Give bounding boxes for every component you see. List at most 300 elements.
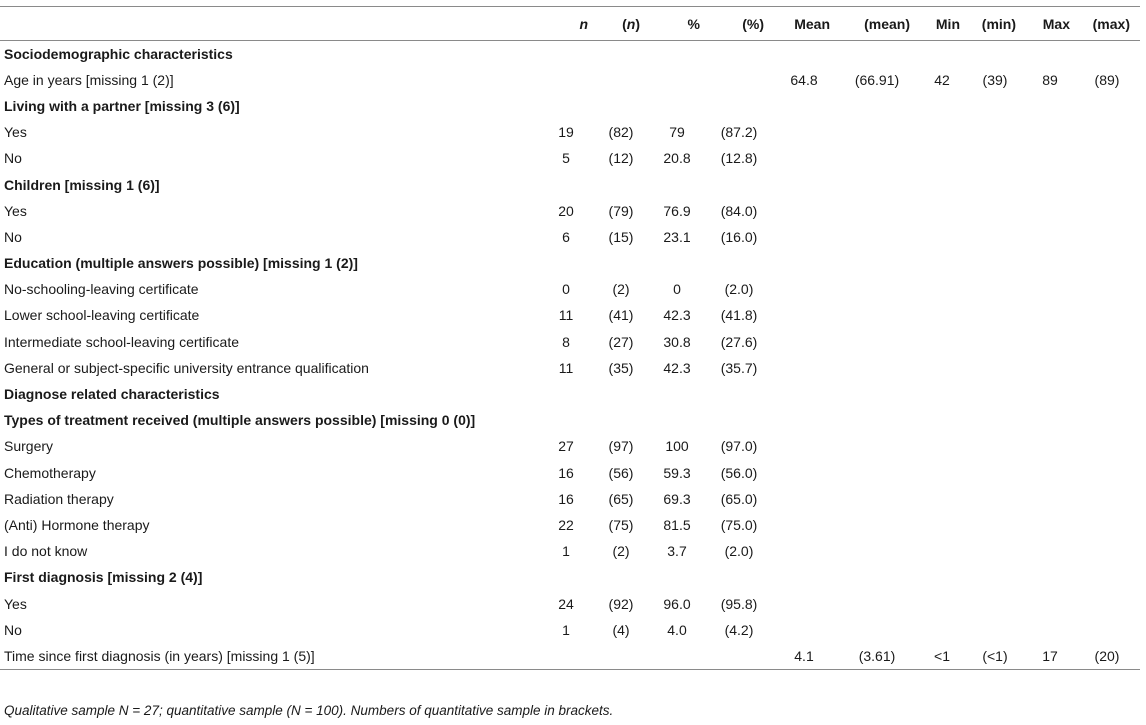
header-pct: % bbox=[650, 7, 710, 41]
n-quant-value bbox=[598, 643, 650, 669]
max-quant-value bbox=[1080, 355, 1140, 381]
mean-value bbox=[774, 538, 840, 564]
mean-quant-value bbox=[840, 250, 920, 276]
max-quant-value bbox=[1080, 41, 1140, 67]
n-quant-value bbox=[598, 93, 650, 119]
n-quant-value bbox=[598, 250, 650, 276]
row-label: No bbox=[4, 621, 22, 638]
max-quant-value bbox=[1080, 433, 1140, 459]
table-row bbox=[0, 538, 1140, 564]
mean-quant-value bbox=[840, 407, 920, 433]
mean-quant-value: (66.91) bbox=[854, 71, 900, 88]
n-value: 22 bbox=[558, 516, 574, 533]
section-row bbox=[0, 250, 1140, 276]
pct-quant-value: (56.0) bbox=[720, 464, 758, 481]
header-mean: Mean bbox=[774, 7, 840, 41]
mean-quant-value bbox=[840, 460, 920, 486]
max-quant-value bbox=[1080, 119, 1140, 145]
n-value: 19 bbox=[558, 124, 574, 141]
min-quant-value bbox=[970, 590, 1026, 616]
n-value bbox=[540, 41, 598, 67]
max-quant-value bbox=[1080, 276, 1140, 302]
pct-quant-value: (97.0) bbox=[720, 438, 758, 455]
min-value bbox=[920, 564, 970, 590]
pct-value: 79 bbox=[669, 124, 685, 141]
max-quant-value bbox=[1080, 381, 1140, 407]
header-n: n bbox=[540, 7, 598, 41]
min-quant-value bbox=[970, 119, 1026, 145]
max-quant-value bbox=[1080, 93, 1140, 119]
max-value bbox=[1026, 250, 1080, 276]
n-quant-value bbox=[598, 564, 650, 590]
max-value bbox=[1026, 329, 1080, 355]
pct-quant-value: (12.8) bbox=[720, 150, 758, 167]
min-value bbox=[920, 41, 970, 67]
mean-quant-value bbox=[840, 224, 920, 250]
row-label: Sociodemographic characteristics bbox=[4, 45, 233, 62]
table-row bbox=[0, 486, 1140, 512]
n-value: 6 bbox=[562, 228, 570, 245]
mean-quant-value bbox=[840, 145, 920, 171]
n-quant-value: (2) bbox=[612, 281, 630, 298]
min-quant-value bbox=[970, 224, 1026, 250]
pct-quant-value bbox=[710, 643, 774, 669]
max-value bbox=[1026, 512, 1080, 538]
mean-value bbox=[774, 381, 840, 407]
header-min-quant: (min) bbox=[970, 7, 1026, 41]
pct-value: 76.9 bbox=[663, 202, 691, 219]
n-quant-value bbox=[598, 381, 650, 407]
min-value bbox=[920, 512, 970, 538]
table-row bbox=[0, 329, 1140, 355]
max-quant-value bbox=[1080, 486, 1140, 512]
mean-quant-value bbox=[840, 198, 920, 224]
mean-quant-value bbox=[840, 617, 920, 643]
n-quant-value: (82) bbox=[608, 124, 634, 141]
pct-value: 42.3 bbox=[663, 307, 691, 324]
max-value bbox=[1026, 145, 1080, 171]
n-value: 5 bbox=[562, 150, 570, 167]
mean-value bbox=[774, 329, 840, 355]
min-value bbox=[920, 224, 970, 250]
max-value bbox=[1026, 302, 1080, 328]
min-quant-value: (<1) bbox=[970, 643, 1026, 669]
section-row bbox=[0, 93, 1140, 119]
min-quant-value bbox=[970, 617, 1026, 643]
n-value: 11 bbox=[558, 307, 574, 324]
mean-quant-value bbox=[840, 276, 920, 302]
row-label: Living with a partner [missing 3 (6)] bbox=[4, 97, 240, 114]
n-value: 24 bbox=[558, 595, 574, 612]
min-quant-value bbox=[970, 93, 1026, 119]
n-value bbox=[540, 407, 598, 433]
max-quant-value bbox=[1080, 617, 1140, 643]
n-quant-value: (12) bbox=[608, 150, 634, 167]
min-value bbox=[920, 198, 970, 224]
table-row bbox=[0, 198, 1140, 224]
mean-quant-value bbox=[840, 512, 920, 538]
row-label: Lower school-leaving certificate bbox=[4, 307, 200, 324]
table-row bbox=[0, 590, 1140, 616]
pct-value bbox=[650, 171, 710, 197]
pct-value bbox=[650, 643, 710, 669]
min-quant-value bbox=[970, 145, 1026, 171]
section-row bbox=[0, 407, 1140, 433]
max-quant-value bbox=[1080, 512, 1140, 538]
row-label: Diagnose related characteristics bbox=[4, 386, 220, 403]
table-row bbox=[0, 302, 1140, 328]
min-value bbox=[920, 460, 970, 486]
min-quant-value bbox=[970, 407, 1026, 433]
mean-value bbox=[774, 617, 840, 643]
n-quant-value: (41) bbox=[608, 307, 634, 324]
max-quant-value: (89) bbox=[1094, 71, 1120, 88]
n-value: 16 bbox=[558, 464, 574, 481]
max-quant-value bbox=[1080, 302, 1140, 328]
mean-value: 4.1 bbox=[774, 643, 840, 669]
row-label: First diagnosis [missing 2 (4)] bbox=[4, 569, 203, 586]
mean-quant-value bbox=[840, 119, 920, 145]
pct-value: 0 bbox=[673, 281, 681, 298]
max-quant-value bbox=[1080, 224, 1140, 250]
max-quant-value bbox=[1080, 198, 1140, 224]
mean-quant-value bbox=[840, 564, 920, 590]
min-value bbox=[920, 538, 970, 564]
row-label: Children [missing 1 (6)] bbox=[4, 176, 160, 193]
max-value bbox=[1026, 460, 1080, 486]
row-label: Yes bbox=[4, 124, 27, 141]
table-row bbox=[0, 460, 1140, 486]
n-quant-value: (35) bbox=[608, 359, 634, 376]
table-footnote: Qualitative sample N = 27; quantitative sample (N = 100). Numbers of quantitative sample in brackets. bbox=[4, 703, 614, 718]
table-row bbox=[0, 355, 1140, 381]
mean-value bbox=[774, 41, 840, 67]
mean-quant-value bbox=[840, 329, 920, 355]
mean-quant-value bbox=[840, 302, 920, 328]
section-row bbox=[0, 564, 1140, 590]
n-value: 1 bbox=[562, 621, 570, 638]
min-quant-value bbox=[970, 329, 1026, 355]
max-quant-value bbox=[1080, 250, 1140, 276]
min-quant-value bbox=[970, 276, 1026, 302]
mean-quant-value bbox=[840, 171, 920, 197]
n-quant-value: (97) bbox=[608, 438, 634, 455]
max-value bbox=[1026, 119, 1080, 145]
row-label: Types of treatment received (multiple answers possible) [missing 0 (0)] bbox=[4, 412, 476, 429]
mean-value bbox=[774, 224, 840, 250]
max-quant-value bbox=[1080, 407, 1140, 433]
min-quant-value bbox=[970, 564, 1026, 590]
n-quant-value: (92) bbox=[608, 595, 634, 612]
max-quant-value bbox=[1080, 590, 1140, 616]
max-value bbox=[1026, 564, 1080, 590]
min-value: 42 bbox=[934, 71, 950, 88]
mean-quant-value bbox=[840, 590, 920, 616]
n-quant-value: (2) bbox=[612, 543, 630, 560]
mean-value bbox=[774, 119, 840, 145]
pct-quant-value: (2.0) bbox=[724, 281, 754, 298]
n-value: 20 bbox=[558, 202, 574, 219]
max-quant-value bbox=[1080, 538, 1140, 564]
max-value bbox=[1026, 93, 1080, 119]
pct-value bbox=[650, 381, 710, 407]
n-value: 8 bbox=[562, 333, 570, 350]
pct-quant-value: (65.0) bbox=[720, 490, 758, 507]
n-value: 11 bbox=[558, 359, 574, 376]
min-value bbox=[920, 407, 970, 433]
mean-quant-value bbox=[840, 433, 920, 459]
header-n-quant-letter: n bbox=[626, 15, 636, 32]
min-value bbox=[920, 302, 970, 328]
min-value bbox=[920, 381, 970, 407]
pct-quant-value: (95.8) bbox=[720, 595, 758, 612]
min-value bbox=[920, 119, 970, 145]
min-value bbox=[920, 486, 970, 512]
pct-quant-value bbox=[710, 67, 774, 93]
mean-value bbox=[774, 250, 840, 276]
max-value bbox=[1026, 171, 1080, 197]
row-label: No bbox=[4, 228, 22, 245]
max-quant-value bbox=[1080, 329, 1140, 355]
min-value bbox=[920, 617, 970, 643]
row-label: Age in years [missing 1 (2)] bbox=[4, 71, 174, 88]
table-row bbox=[0, 512, 1140, 538]
max-value bbox=[1026, 381, 1080, 407]
mean-quant-value bbox=[840, 486, 920, 512]
n-quant-value: (65) bbox=[608, 490, 634, 507]
min-value: <1 bbox=[920, 643, 970, 669]
min-value bbox=[920, 171, 970, 197]
mean-quant-value: (3.61) bbox=[840, 643, 920, 669]
max-quant-value bbox=[1080, 564, 1140, 590]
row-label: Time since first diagnosis (in years) [missing 1 (5)] bbox=[0, 643, 540, 669]
header-n-quant: (n) bbox=[598, 7, 650, 41]
pct-quant-value: (75.0) bbox=[720, 516, 758, 533]
min-value bbox=[920, 433, 970, 459]
mean-value bbox=[774, 460, 840, 486]
min-quant-value bbox=[970, 538, 1026, 564]
table-body bbox=[0, 41, 1140, 670]
pct-value: 30.8 bbox=[663, 333, 691, 350]
mean-value bbox=[774, 407, 840, 433]
max-quant-value bbox=[1080, 171, 1140, 197]
mean-quant-value bbox=[840, 355, 920, 381]
mean-value bbox=[774, 564, 840, 590]
max-quant-value bbox=[1080, 460, 1140, 486]
pct-value: 96.0 bbox=[663, 595, 691, 612]
min-value bbox=[920, 250, 970, 276]
max-value bbox=[1026, 538, 1080, 564]
pct-quant-value: (87.2) bbox=[720, 124, 758, 141]
pct-quant-value bbox=[710, 407, 774, 433]
table-row bbox=[0, 433, 1140, 459]
pct-value: 59.3 bbox=[663, 464, 691, 481]
pct-value: 81.5 bbox=[663, 516, 691, 533]
pct-quant-value: (16.0) bbox=[720, 228, 758, 245]
n-quant-value: (56) bbox=[608, 464, 634, 481]
min-quant-value bbox=[970, 302, 1026, 328]
table-row bbox=[0, 119, 1140, 145]
min-value bbox=[920, 276, 970, 302]
min-quant-value bbox=[970, 355, 1026, 381]
n-quant-value: (75) bbox=[608, 516, 634, 533]
section-row bbox=[0, 381, 1140, 407]
pct-quant-value bbox=[710, 381, 774, 407]
row-label: Surgery bbox=[4, 438, 54, 455]
section-row bbox=[0, 41, 1140, 67]
pct-value bbox=[650, 67, 710, 93]
row-label: Yes bbox=[4, 202, 27, 219]
pct-value: 3.7 bbox=[667, 543, 687, 560]
mean-quant-value bbox=[840, 41, 920, 67]
max-value bbox=[1026, 276, 1080, 302]
mean-value bbox=[774, 171, 840, 197]
mean-quant-value bbox=[840, 381, 920, 407]
mean-value bbox=[774, 302, 840, 328]
pct-quant-value bbox=[710, 250, 774, 276]
n-value bbox=[540, 67, 598, 93]
max-value: 17 bbox=[1026, 643, 1080, 669]
pct-value bbox=[650, 41, 710, 67]
min-quant-value bbox=[970, 198, 1026, 224]
min-quant-value: (39) bbox=[982, 71, 1008, 88]
n-value: 0 bbox=[562, 281, 570, 298]
pct-quant-value: (27.6) bbox=[720, 333, 758, 350]
row-label: I do not know bbox=[4, 543, 88, 560]
n-value bbox=[540, 564, 598, 590]
table-row bbox=[0, 617, 1140, 643]
row-label: Education (multiple answers possible) [missing 1 (2)] bbox=[4, 255, 358, 272]
header-max-quant: (max) bbox=[1080, 7, 1140, 41]
n-value bbox=[540, 250, 598, 276]
min-quant-value bbox=[970, 460, 1026, 486]
max-value bbox=[1026, 486, 1080, 512]
mean-value bbox=[774, 486, 840, 512]
n-value bbox=[540, 171, 598, 197]
max-value bbox=[1026, 41, 1080, 67]
pct-quant-value: (35.7) bbox=[720, 359, 758, 376]
min-quant-value bbox=[970, 41, 1026, 67]
n-quant-value: (4) bbox=[612, 621, 630, 638]
mean-value bbox=[774, 433, 840, 459]
max-value bbox=[1026, 407, 1080, 433]
header-mean-quant: (mean) bbox=[840, 7, 920, 41]
n-quant-value bbox=[598, 407, 650, 433]
row-label: Yes bbox=[4, 595, 27, 612]
row-label: No bbox=[4, 150, 22, 167]
row-label: Intermediate school-leaving certificate bbox=[4, 333, 240, 350]
pct-value bbox=[650, 250, 710, 276]
pct-value bbox=[650, 93, 710, 119]
min-value bbox=[920, 590, 970, 616]
pct-value: 100 bbox=[665, 438, 689, 455]
header-min: Min bbox=[920, 7, 970, 41]
min-quant-value bbox=[970, 171, 1026, 197]
n-quant-value: (79) bbox=[608, 202, 634, 219]
pct-quant-value bbox=[710, 41, 774, 67]
pct-quant-value bbox=[710, 171, 774, 197]
n-value bbox=[540, 381, 598, 407]
min-value bbox=[920, 93, 970, 119]
row-label: Radiation therapy bbox=[4, 490, 114, 507]
row-label: (Anti) Hormone therapy bbox=[4, 516, 150, 533]
mean-value bbox=[774, 590, 840, 616]
header-max: Max bbox=[1026, 7, 1080, 41]
table-row bbox=[0, 276, 1140, 302]
min-quant-value bbox=[970, 433, 1026, 459]
row-label: Chemotherapy bbox=[4, 464, 96, 481]
mean-quant-value bbox=[840, 538, 920, 564]
header-row bbox=[0, 7, 1140, 41]
mean-value: 64.8 bbox=[790, 71, 818, 88]
max-quant-value: (20) bbox=[1080, 643, 1140, 669]
table-row bbox=[0, 145, 1140, 171]
pct-quant-value: (41.8) bbox=[720, 307, 758, 324]
n-value: 27 bbox=[558, 438, 574, 455]
pct-value: 69.3 bbox=[663, 490, 691, 507]
mean-value bbox=[774, 198, 840, 224]
n-quant-value: (27) bbox=[608, 333, 634, 350]
pct-value: 23.1 bbox=[663, 228, 691, 245]
max-value bbox=[1026, 224, 1080, 250]
pct-quant-value: (84.0) bbox=[720, 202, 758, 219]
min-value bbox=[920, 329, 970, 355]
row-label: No-schooling-leaving certificate bbox=[4, 281, 199, 298]
max-value bbox=[1026, 433, 1080, 459]
n-value: 16 bbox=[558, 490, 574, 507]
pct-value: 20.8 bbox=[663, 150, 691, 167]
mean-value bbox=[774, 355, 840, 381]
n-quant-value bbox=[598, 67, 650, 93]
min-quant-value bbox=[970, 512, 1026, 538]
header-label bbox=[0, 7, 540, 41]
n-value: 1 bbox=[562, 543, 570, 560]
table-row bbox=[0, 224, 1140, 250]
table-row bbox=[0, 643, 1140, 669]
max-value: 89 bbox=[1042, 71, 1058, 88]
mean-value bbox=[774, 512, 840, 538]
max-value bbox=[1026, 617, 1080, 643]
pct-quant-value: (4.2) bbox=[724, 621, 754, 638]
min-value bbox=[920, 145, 970, 171]
section-row bbox=[0, 171, 1140, 197]
min-quant-value bbox=[970, 381, 1026, 407]
max-value bbox=[1026, 198, 1080, 224]
min-quant-value bbox=[970, 250, 1026, 276]
table-row bbox=[0, 67, 1140, 93]
min-quant-value bbox=[970, 486, 1026, 512]
pct-value: 42.3 bbox=[663, 359, 691, 376]
max-quant-value bbox=[1080, 145, 1140, 171]
mean-value bbox=[774, 276, 840, 302]
max-value bbox=[1026, 355, 1080, 381]
pct-value bbox=[650, 407, 710, 433]
mean-quant-value bbox=[840, 93, 920, 119]
pct-value: 4.0 bbox=[667, 621, 687, 638]
min-value bbox=[920, 355, 970, 381]
n-quant-value bbox=[598, 41, 650, 67]
pct-quant-value bbox=[710, 93, 774, 119]
n-value bbox=[540, 643, 598, 669]
pct-value bbox=[650, 564, 710, 590]
header-pct-quant: (%) bbox=[710, 7, 774, 41]
max-value bbox=[1026, 590, 1080, 616]
n-value bbox=[540, 93, 598, 119]
mean-value bbox=[774, 145, 840, 171]
characteristics-table bbox=[0, 6, 1140, 670]
row-label: General or subject-specific university entrance qualification bbox=[4, 359, 369, 376]
n-quant-value: (15) bbox=[608, 228, 634, 245]
